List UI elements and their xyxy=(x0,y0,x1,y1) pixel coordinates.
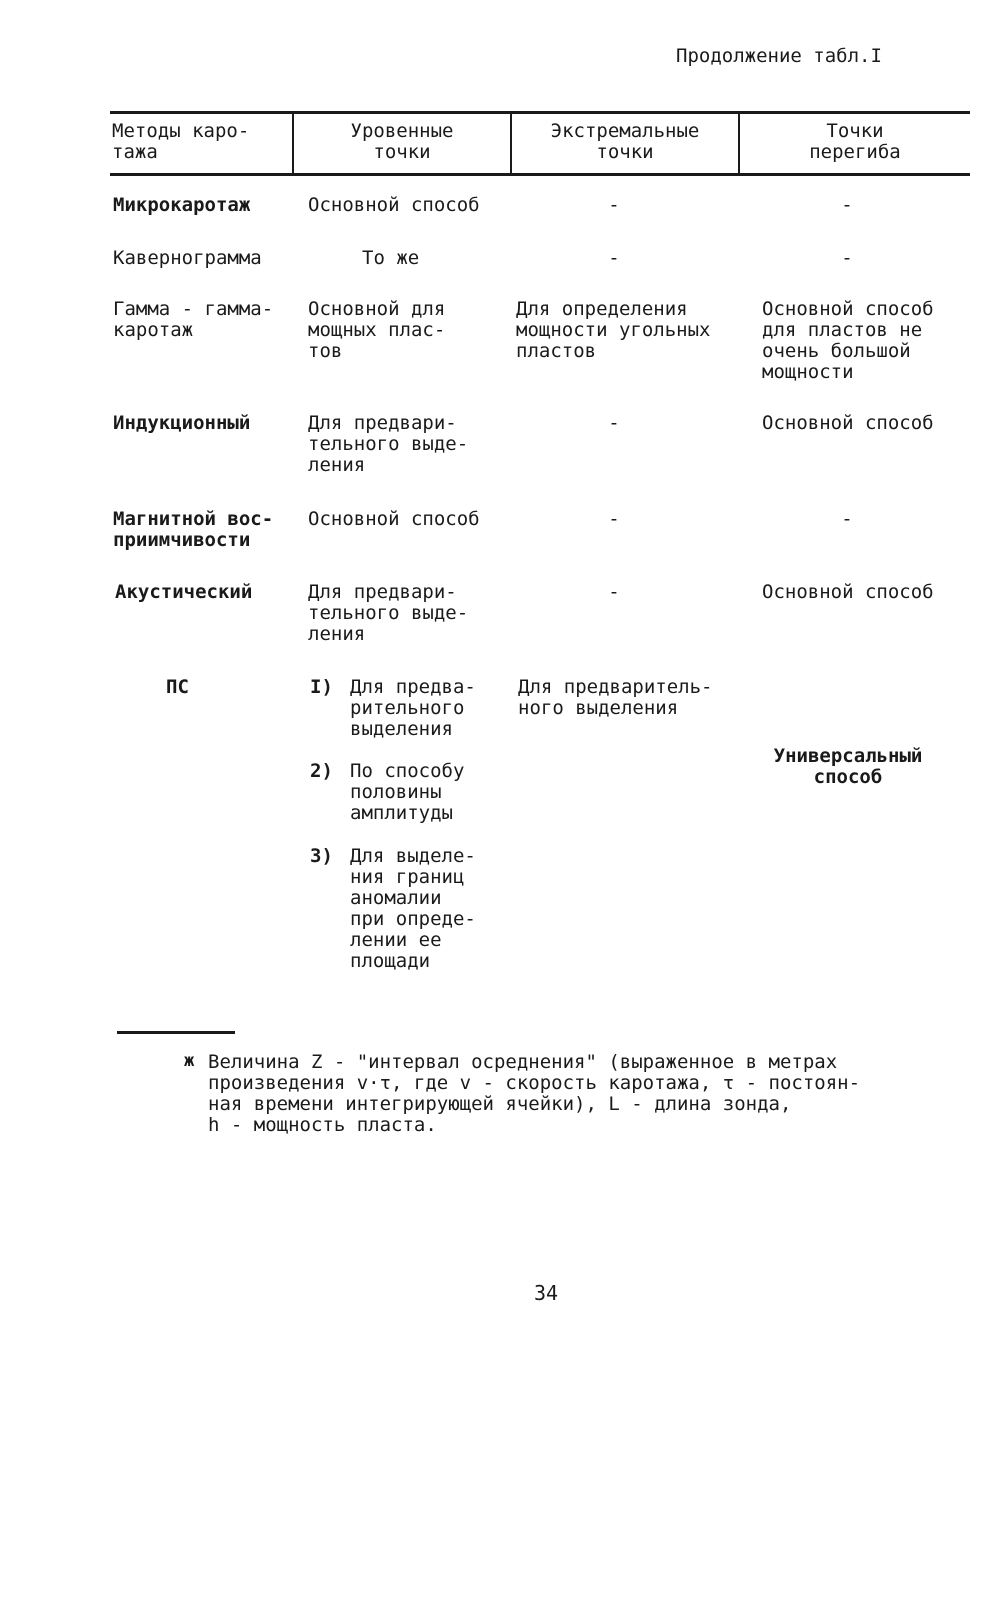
cell-extreme: - xyxy=(608,581,620,603)
cell-inflection: Основной способ для пластов не очень большой мощности xyxy=(762,298,934,383)
page-number: 34 xyxy=(534,1281,559,1305)
ps-item-text: Для выделе- ния границ аномалии при опреде- лении ее площади xyxy=(350,845,476,972)
ps-item-number: 2) xyxy=(310,760,333,782)
cell-inflection: - xyxy=(841,194,853,216)
cell-level: Основной способ xyxy=(308,194,480,216)
column-divider xyxy=(292,113,294,173)
ps-item-number: I) xyxy=(310,676,333,698)
continuation-caption: Продолжение табл.I xyxy=(676,45,882,67)
cell-extreme: - xyxy=(608,412,620,434)
column-header-extreme-points: Экстремальные точки xyxy=(550,120,700,163)
cell-extreme: Для предваритель- ного выделения xyxy=(518,676,713,719)
cell-inflection: - xyxy=(841,508,853,530)
footnote-line: h - мощность пласта. xyxy=(208,1114,437,1136)
column-header-methods: Методы каро- тажа xyxy=(112,120,250,163)
ps-item-number: 3) xyxy=(310,845,333,867)
footnote-rule xyxy=(117,1031,235,1034)
footnote-line: произведения v·τ, где v - скорость каротажа, τ - постоян- xyxy=(208,1072,861,1094)
cell-inflection: Основной способ xyxy=(762,412,934,434)
cell-level: То же xyxy=(362,247,420,269)
cell-extreme: - xyxy=(608,194,620,216)
cell-level: Основной способ xyxy=(308,508,480,530)
column-divider xyxy=(510,113,512,173)
cell-method: ПС xyxy=(166,676,189,698)
column-divider xyxy=(738,113,740,173)
cell-level: Для предвари- тельного выде- ления xyxy=(308,412,469,476)
cell-method: Магнитной вос- приимчивости xyxy=(113,508,274,551)
ps-item-text: Для предва- рительного выделения xyxy=(350,676,476,740)
cell-method: Микрокаротаж xyxy=(113,194,251,216)
cell-method: Акустический xyxy=(115,581,253,603)
cell-extreme: Для определения мощности угольных пластов xyxy=(516,298,711,362)
table-top-rule xyxy=(110,111,970,114)
column-header-inflection-points: Точки перегиба xyxy=(809,120,901,163)
footnote-line: ная времени интегрирующей ячейки), L - длина зонда, xyxy=(208,1093,792,1115)
cell-method: Гамма - гамма- каротаж xyxy=(113,298,274,341)
footnote-marker: ж xyxy=(184,1051,195,1071)
cell-level: Основной для мощных плас- тов xyxy=(308,298,446,362)
cell-method: Индукционный xyxy=(113,412,251,434)
cell-level: Для предвари- тельного выде- ления xyxy=(308,581,469,645)
column-header-level-points: Уровенные точки xyxy=(350,120,454,163)
cell-extreme: - xyxy=(608,508,620,530)
table-header-rule xyxy=(110,173,970,176)
cell-inflection: Универсальный способ xyxy=(773,745,923,788)
footnote xyxy=(208,1052,968,1136)
footnote-line: Величина Z - "интервал осреднения" (выраженное в метрах xyxy=(208,1051,838,1073)
cell-method: Кавернограмма xyxy=(113,247,262,269)
cell-inflection: - xyxy=(841,247,853,269)
ps-item-text: По способу половины амплитуды xyxy=(350,760,465,824)
cell-inflection: Основной способ xyxy=(762,581,934,603)
cell-extreme: - xyxy=(608,247,620,269)
